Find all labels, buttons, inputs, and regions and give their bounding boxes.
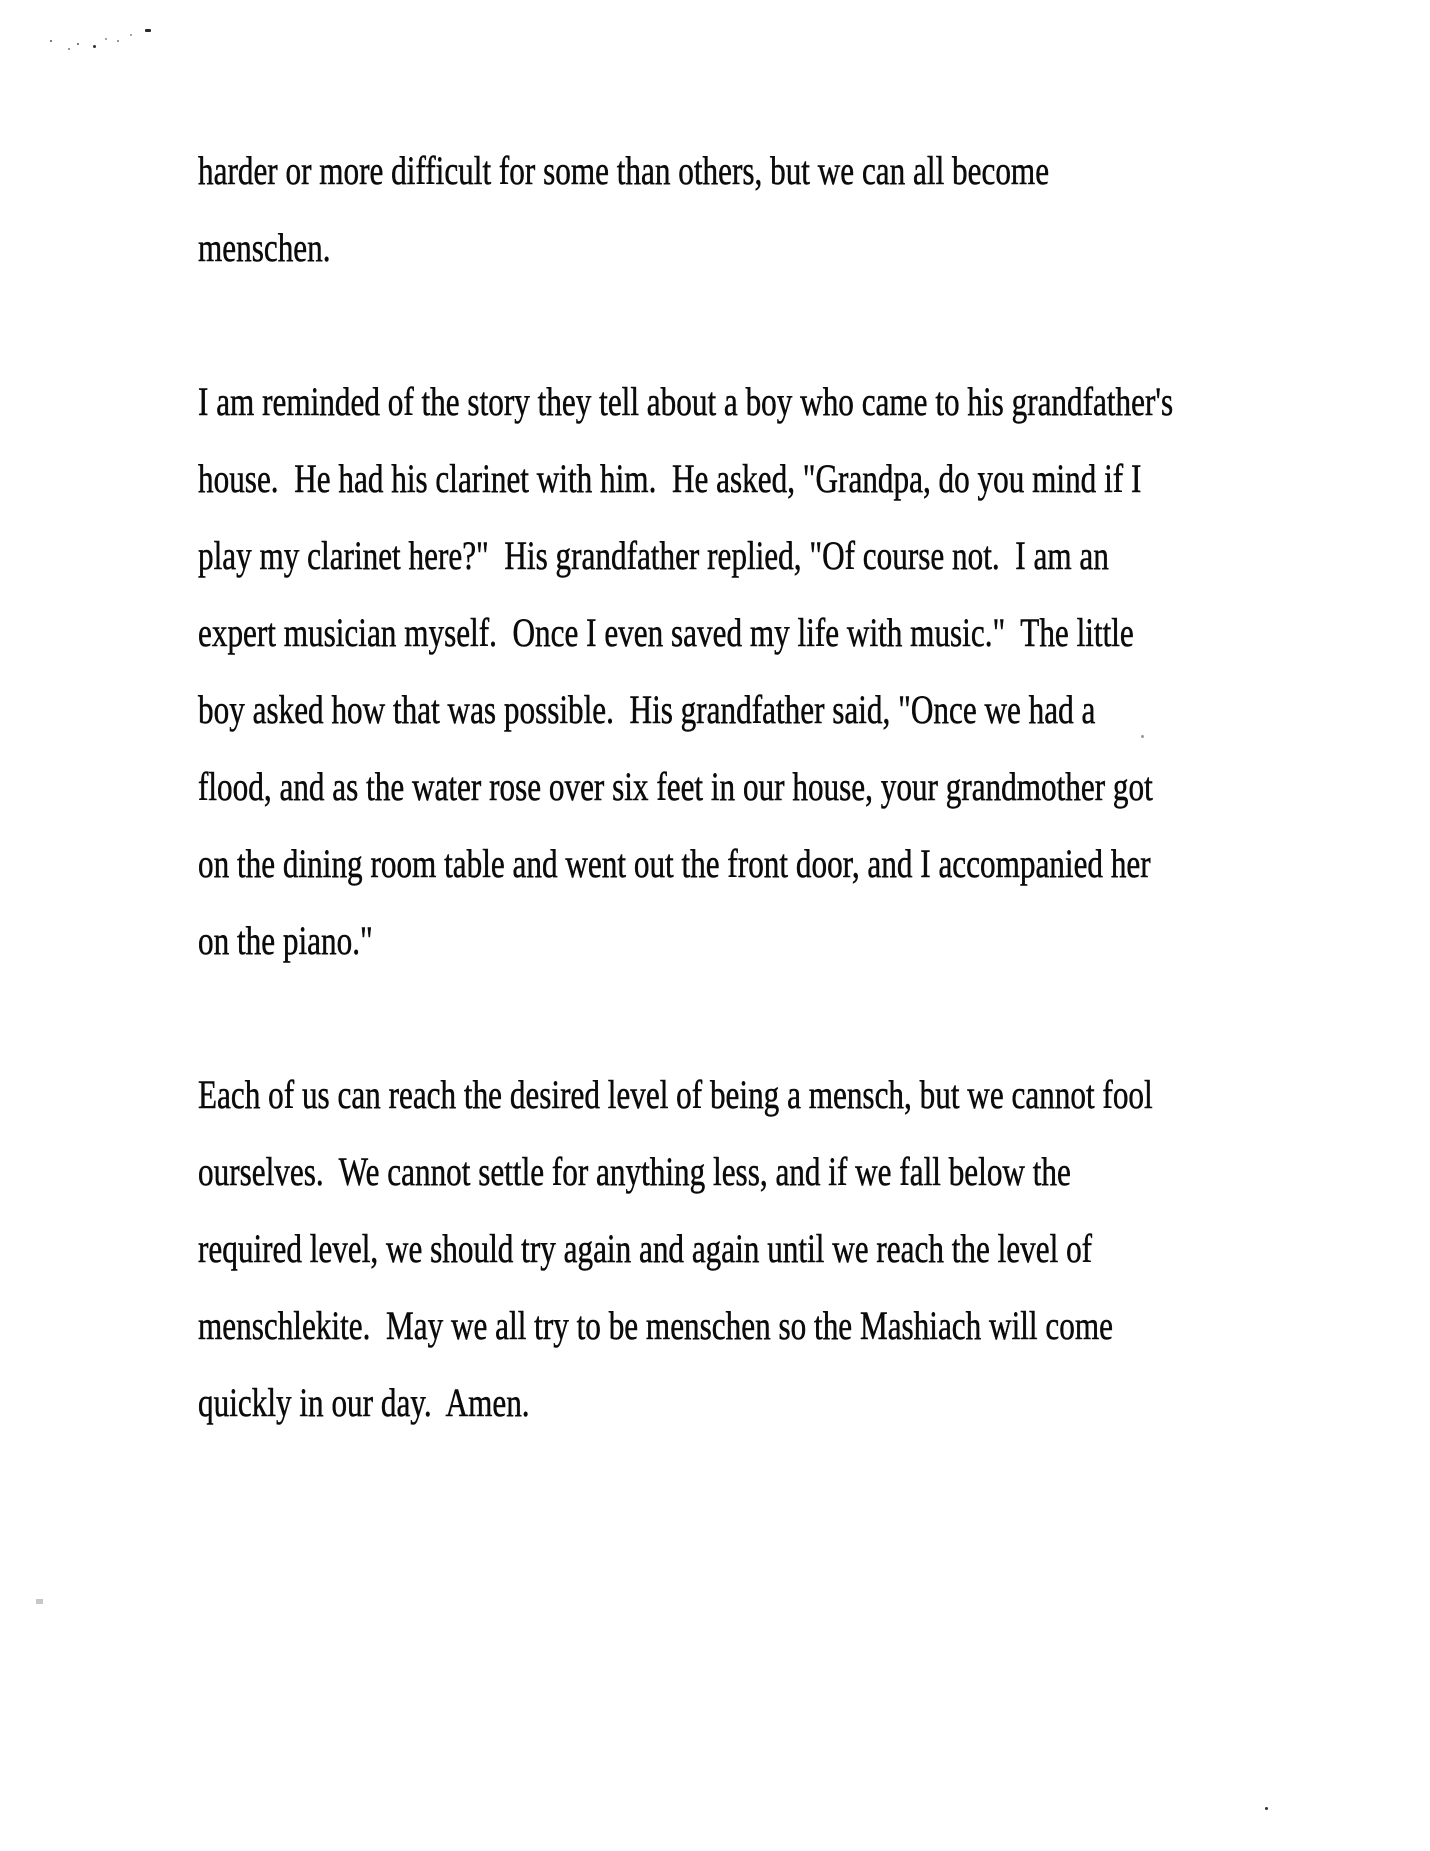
paragraph (198, 132, 1298, 286)
paragraph (198, 363, 1298, 979)
text-line: required level, we should try again and again until we reach the level of (198, 1226, 1093, 1271)
scan-speckle (77, 43, 79, 45)
text-line: I am reminded of the story they tell about a boy who came to his grandfather's (198, 379, 1174, 424)
text-line: flood, and as the water rose over six feet in our house, your grandmother got (198, 764, 1153, 809)
scan-speckle (50, 40, 52, 42)
text-line: on the dining room table and went out the front door, and I accompanied her (198, 841, 1151, 886)
text-line: quickly in our day. Amen. (198, 1380, 530, 1425)
text-line: ourselves. We cannot settle for anything less, and if we fall below the (198, 1149, 1071, 1194)
scan-speckle (68, 48, 70, 50)
scan-speckle (145, 29, 151, 32)
text-line: house. He had his clarinet with him. He asked, "Grandpa, do you mind if I (198, 456, 1142, 501)
text-line: on the piano." (198, 918, 373, 963)
text-line: Each of us can reach the desired level of being a mensch, but we cannot fool (198, 1072, 1153, 1117)
scan-smudge (36, 1599, 43, 1604)
scan-speckle (1265, 1807, 1268, 1810)
paragraph (198, 1056, 1298, 1441)
scan-speckle (117, 40, 119, 42)
text-line: harder or more difficult for some than others, but we can all become (198, 148, 1050, 193)
scan-speckle (105, 38, 107, 40)
text-line: expert musician myself. Once I even saved my life with music." The little (198, 610, 1134, 655)
scan-speckle (130, 34, 132, 36)
text-line: boy asked how that was possible. His grandfather said, "Once we had a (198, 687, 1096, 732)
text-line: menschen. (198, 225, 331, 270)
text-line: play my clarinet here?" His grandfather replied, "Of course not. I am an (198, 533, 1109, 578)
scan-speckle (93, 45, 96, 48)
text-line: menschlekite. May we all try to be menschen so the Mashiach will come (198, 1303, 1113, 1348)
document-text-block (198, 132, 1298, 1441)
